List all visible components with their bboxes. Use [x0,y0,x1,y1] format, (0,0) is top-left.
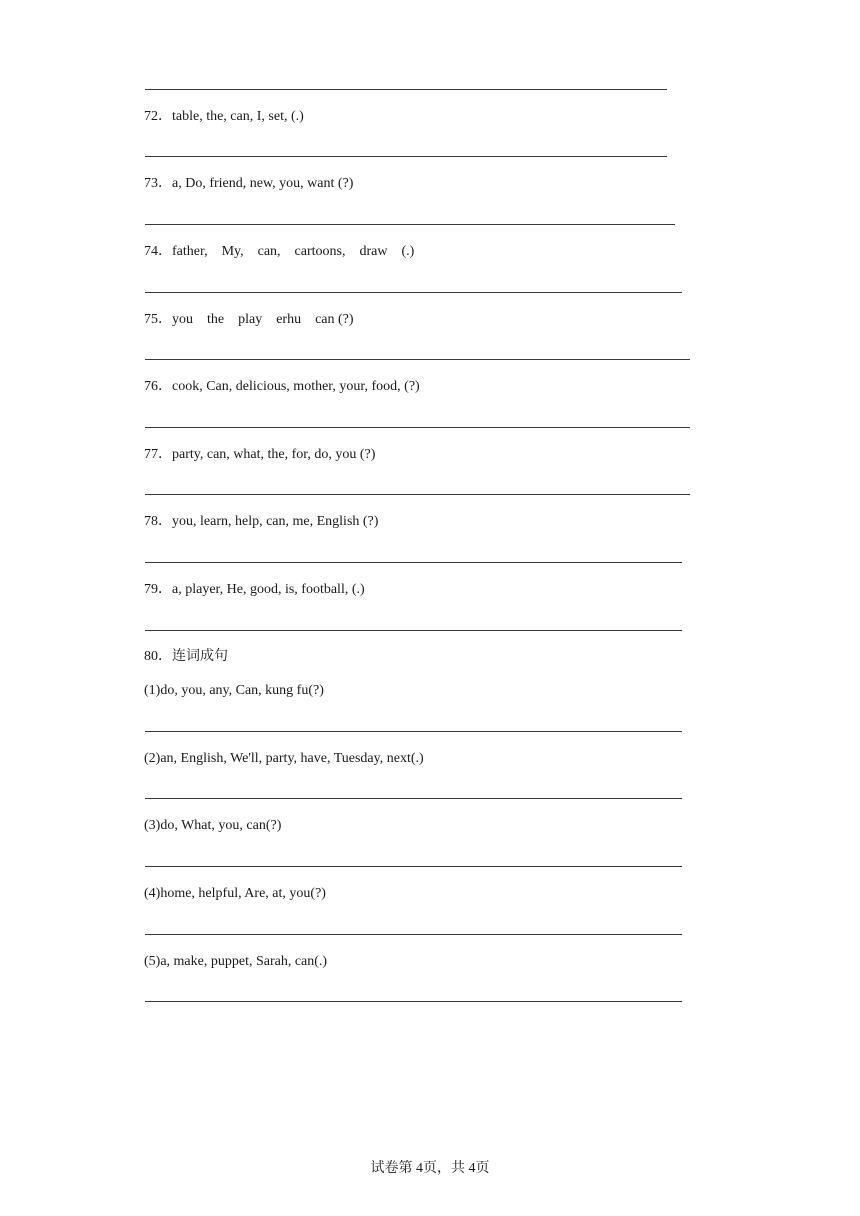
question-77 [144,446,375,464]
question-text: a, player, He, good, is, football, (.) [172,582,365,597]
question-number: 78． [144,514,172,529]
answer-line [145,156,667,157]
answer-line [145,630,682,631]
answer-line [145,292,682,293]
answer-line [145,359,690,360]
question-text: you the play erhu can (?) [172,312,354,327]
answer-line [145,1001,682,1002]
question-number: 73． [144,176,172,191]
question-number: 77． [144,447,172,462]
question-72 [144,108,304,126]
question-text: father, My, can, cartoons, draw (.) [172,244,415,259]
question-text: cook, Can, delicious, mother, your, food, (?) [172,379,420,394]
question-text: party, can, what, the, for, do, you (?) [172,447,376,462]
question-75 [144,311,354,329]
question-78 [144,513,378,531]
question-number: 74． [144,244,172,259]
question-number: 79． [144,582,172,597]
sub-item-5: (5)a, make, puppet, Sarah, can(.) [144,954,328,969]
answer-line [145,427,690,428]
sub-item-1: (1)do, you, any, Can, kung fu(?) [144,683,324,698]
answer-line [145,934,682,935]
question-number: 75． [144,312,172,327]
question-73 [144,175,353,193]
answer-line [145,866,682,867]
answer-line [145,89,667,90]
question-number: 72． [144,109,172,124]
question-76 [144,378,420,396]
question-74 [144,243,414,261]
question-80 [144,648,228,666]
answer-line [145,494,690,495]
page-footer: 试卷第 4页，共 4页 [370,1161,490,1176]
question-text: you, learn, help, can, me, English (?) [172,514,379,529]
question-text: table, the, can, I, set, (.) [172,109,304,124]
question-number: 76． [144,379,172,394]
answer-line [145,798,682,799]
answer-line [145,224,675,225]
sub-item-4: (4)home, helpful, Are, at, you(?) [144,886,326,901]
answer-line [145,731,682,732]
sub-item-2: (2)an, English, We'll, party, have, Tuesday, next(.) [144,751,424,766]
answer-line [145,562,682,563]
question-text: 连词成句 [172,649,228,664]
sub-item-3: (3)do, What, you, can(?) [144,818,282,833]
question-number: 80． [144,649,172,664]
question-79 [144,581,365,599]
question-text: a, Do, friend, new, you, want (?) [172,176,354,191]
